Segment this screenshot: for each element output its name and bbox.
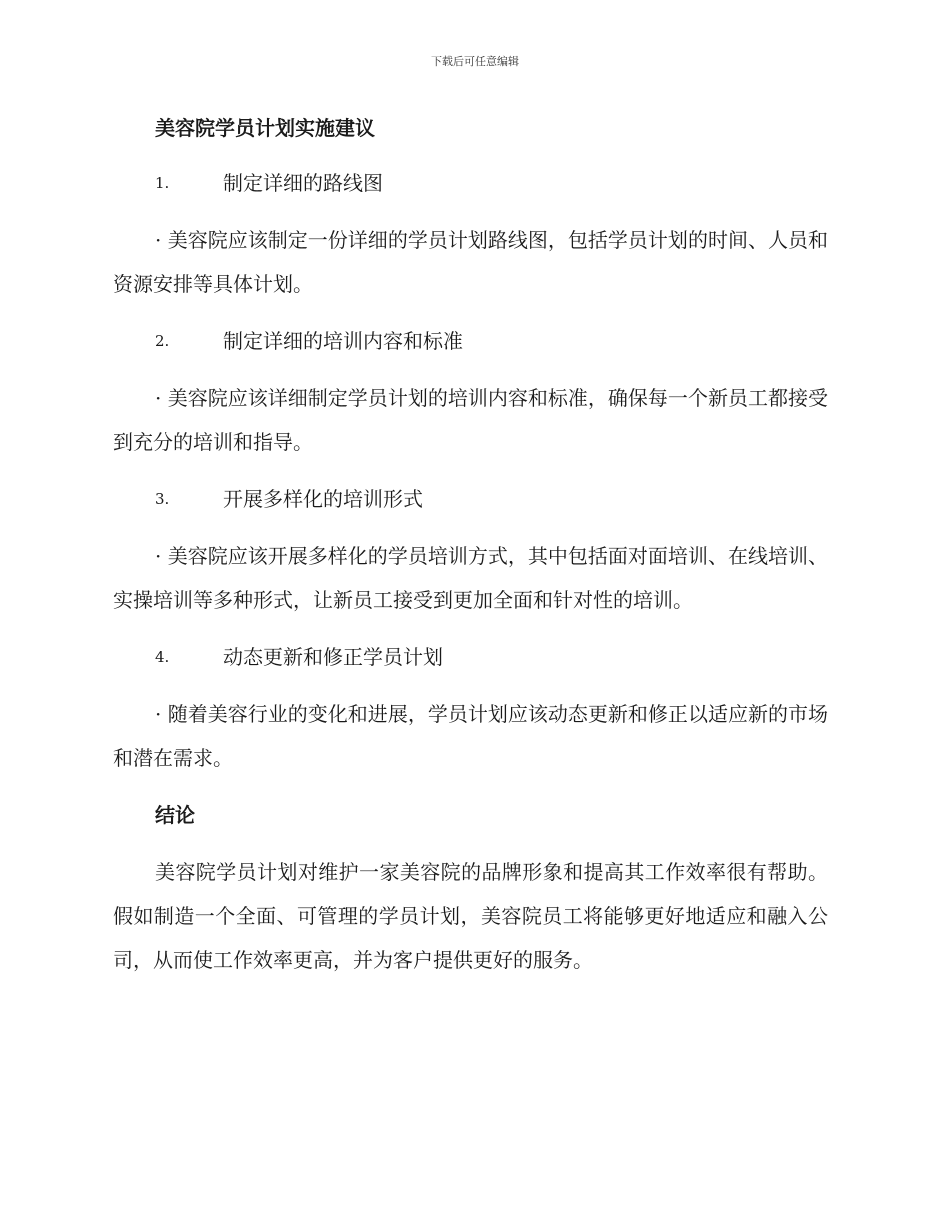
section-title-conclusion: 结论 — [155, 803, 195, 827]
item-heading — [113, 321, 828, 361]
item-number: 4. — [155, 648, 170, 666]
document-body — [113, 108, 828, 982]
list-item — [113, 321, 828, 464]
item-number: 3. — [155, 490, 170, 508]
item-number: 2. — [155, 332, 170, 350]
item-heading — [113, 163, 828, 203]
item-body: · 随着美容行业的变化和进展，学员计划应该动态更新和修正以适应新的市场和潜在需求。 — [113, 702, 828, 770]
item-heading — [113, 479, 828, 519]
item-body: · 美容院应该开展多样化的学员培训方式，其中包括面对面培训、在线培训、实操培训等多种形式，让新员工接受到更加全面和针对性的培训。 — [113, 544, 828, 612]
item-body: · 美容院应该制定一份详细的学员计划路线图，包括学员计划的时间、人员和资源安排等具体计划。 — [113, 228, 828, 296]
item-body: · 美容院应该详细制定学员计划的培训内容和标准，确保每一个新员工都接受到充分的培训和指导。 — [113, 386, 828, 454]
item-title: 制定详细的路线图 — [223, 171, 383, 195]
item-title: 制定详细的培训内容和标准 — [223, 329, 463, 353]
item-number: 1. — [155, 174, 170, 192]
item-title: 动态更新和修正学员计划 — [223, 645, 443, 669]
list-item — [113, 163, 828, 306]
list-item — [113, 479, 828, 622]
conclusion-paragraph: 美容院学员计划对维护一家美容院的品牌形象和提高其工作效率很有帮助。假如制造一个全面、可管理的学员计划，美容院员工将能够更好地适应和融入公司，从而使工作效率更高，并为客户提供更好的服务。 — [113, 860, 828, 972]
item-title: 开展多样化的培训形式 — [223, 487, 423, 511]
list-item — [113, 637, 828, 780]
item-heading — [113, 637, 828, 677]
page-header-note: 下载后可任意编辑 — [431, 55, 519, 68]
section-title-recommendations: 美容院学员计划实施建议 — [155, 116, 375, 140]
